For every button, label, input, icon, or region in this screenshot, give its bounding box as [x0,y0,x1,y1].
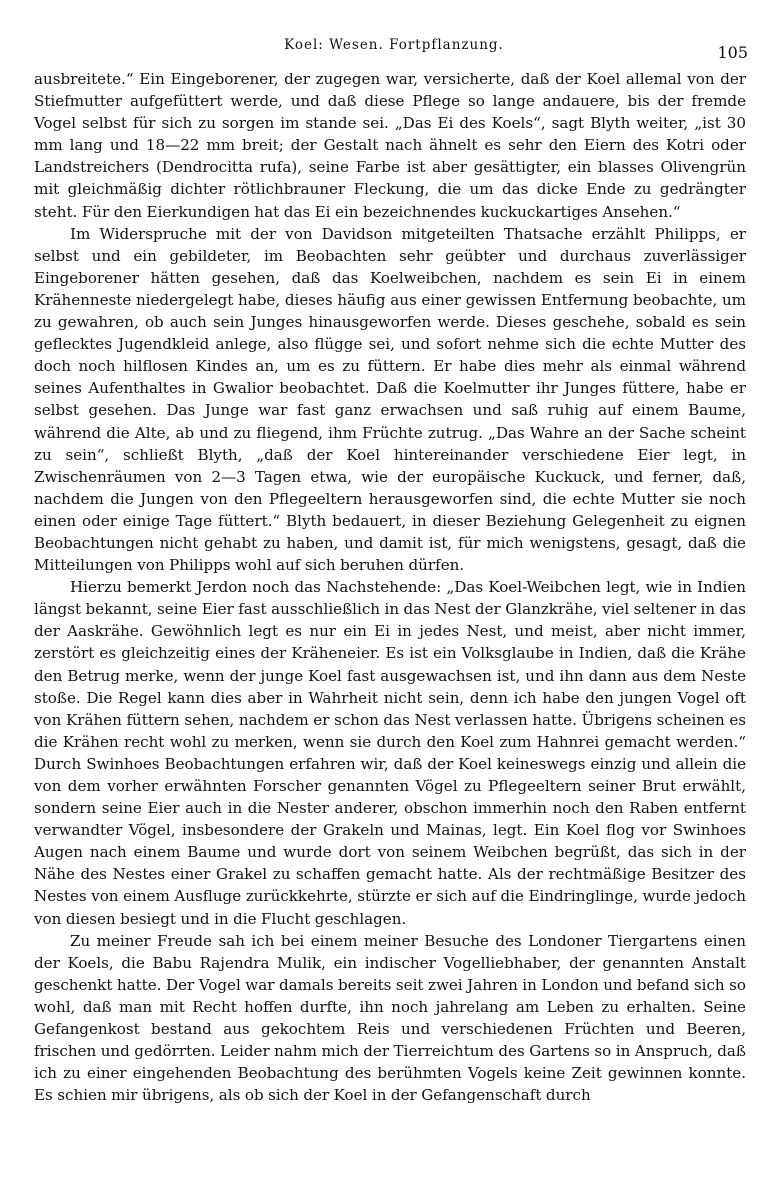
paragraph-2: Im Widerspruche mit der von Davidson mitgeteilten Thatsache erzählt Philipps, er selbst und ein gebildeter, im Beobachten sehr geübter und durchaus zuverlässiger Eingeborener hätten gesehen, daß das Koelweibchen, nachdem es sein Ei in einem Krähenneste niedergelegt habe, dieses häufig aus einer gewissen Entfernung beobachte, um zu gewahren, ob auch sein Junges hinausgeworfen werde. Dieses geschehe, sobald es sein geflecktes Jugendkleid anlege, also flügge sei, und sofort nehme sich die echte Mutter des doch noch hilflosen Kindes an, um es zu füttern. Er habe dies mehr als einmal während seines Aufenthaltes in Gwalior beobachtet. Daß die Koelmutter ihr Junges füttere, habe er selbst gesehen. Das Junge war fast ganz erwachsen und saß ruhig auf einem Baume, während die Alte, ab und zu fliegend, ihm Früchte zutrug. „Das Wahre an der Sache scheint zu sein“, schließt Blyth, „daß der Koel hintereinander verschiedene Eier legt, in Zwischenräumen von 2—3 Tagen etwa, wie der europäische Kuckuck, und ferner, daß, nachdem die Jungen von den Pflegeeltern herausgeworfen sind, die echte Mutter sie noch einen oder einige Tage füttert.“ Blyth bedauert, in dieser Beziehung Gelegenheit zu eignen Beobachtungen nicht gehabt zu haben, und damit ist, für mich wenigstens, gesagt, daß die Mitteilungen von Philipps wohl auf sich beruhen dürfen. [34,224,746,575]
running-head: Koel: Wesen. Fortpflanzung. [284,37,504,53]
paragraph-3: Hierzu bemerkt Jerdon noch das Nachstehende: „Das Koel-Weibchen legt, wie in Indien längst bekannt, seine Eier fast ausschließlich in das Nest der Glanzkrähe, viel seltener in das der Aaskrähe. Gewöhnlich legt es nur ein Ei in jedes Nest, und meist, aber nicht immer, zerstört es gleichzeitig eines der Kräheneier. Es ist ein Volksglaube in Indien, daß die Krähe den Betrug merke, wenn der junge Koel fast ausgewachsen ist, und ihn dann aus dem Neste stoße. Die Regel kann dies aber in Wahrheit nicht sein, denn ich habe den jungen Vogel oft von Krähen füttern sehen, nachdem er schon das Nest verlassen hatte. Übrigens scheinen es die Krähen recht wohl zu merken, wenn sie durch den Koel zum Hahnrei gemacht werden.“ Durch Swinhoes Beobachtungen erfahren wir, daß der Koel keineswegs einzig und allein die von dem vorher erwähnten Forscher genannten Vögel zu Pflegeeltern seiner Brut erwählt, sondern seine Eier auch in die Nester anderer, obschon immerhin noch den Raben entfernt verwandter Vögel, insbesondere der Grakeln und Mainas, legt. Ein Koel flog vor Swinhoes Augen nach einem Baume und wurde dort von seinem Weibchen begrüßt, das sich in der Nähe des Nestes einer Grakel zu schaffen gemacht hatte. Als der rechtmäßige Besitzer des Nestes von einem Ausfluge zurückkehrte, stürzte er sich auf die Eindringlinge, wurde jedoch von diesen besiegt und in die Flucht geschlagen. [34,578,746,928]
paragraph-1: ausbreitete.“ Ein Eingeborener, der zugegen war, versicherte, daß der Koel allemal von der Stiefmutter aufgefüttert werde, und daß diese Pflege so lange andauere, bis der fremde Vogel selbst für sich zu sorgen im stande sei. „Das Ei des Koels“, sagt Blyth weiter, „ist 30 mm lang und 18—22 mm breit; der Gestalt nach ähnelt es sehr den Eiern des Kotri oder Landstreichers (Dendrocitta rufa), seine Farbe ist aber gesättigter, ein blasses Olivengrün mit gleichmäßig dichter rötlichbrauner Fleckung, die um das dicke Ende zu gedrängter steht. Für den Eierkundigen hat das Ei ein bezeichnendes kuckuckartiges Ansehen.“ [34,70,746,221]
body-text [34,68,746,1106]
page-number: 105 [717,43,748,62]
paragraph-4: Zu meiner Freude sah ich bei einem meiner Besuche des Londoner Tiergartens einen der Koels, die Babu Rajendra Mulik, ein indischer Vogelliebhaber, der genannten Anstalt geschenkt hatte. Der Vogel war damals bereits seit zwei Jahren in London und befand sich so wohl, daß man mit Recht hoffen durfte, ihn noch jahrelang am Leben zu erhalten. Seine Gefangenkost bestand aus gekochtem Reis und verschiedenen Früchten und Beeren, frischen und gedörrten. Leider nahm mich der Tierreichtum des Gartens so in Anspruch, daß ich zu einer eingehenden Beobachtung des berühmten Vogels keine Zeit gewinnen konnte. Es schien mir übrigens, als ob sich der Koel in der Gefangenschaft durch [34,931,746,1105]
page-header [40,37,748,61]
